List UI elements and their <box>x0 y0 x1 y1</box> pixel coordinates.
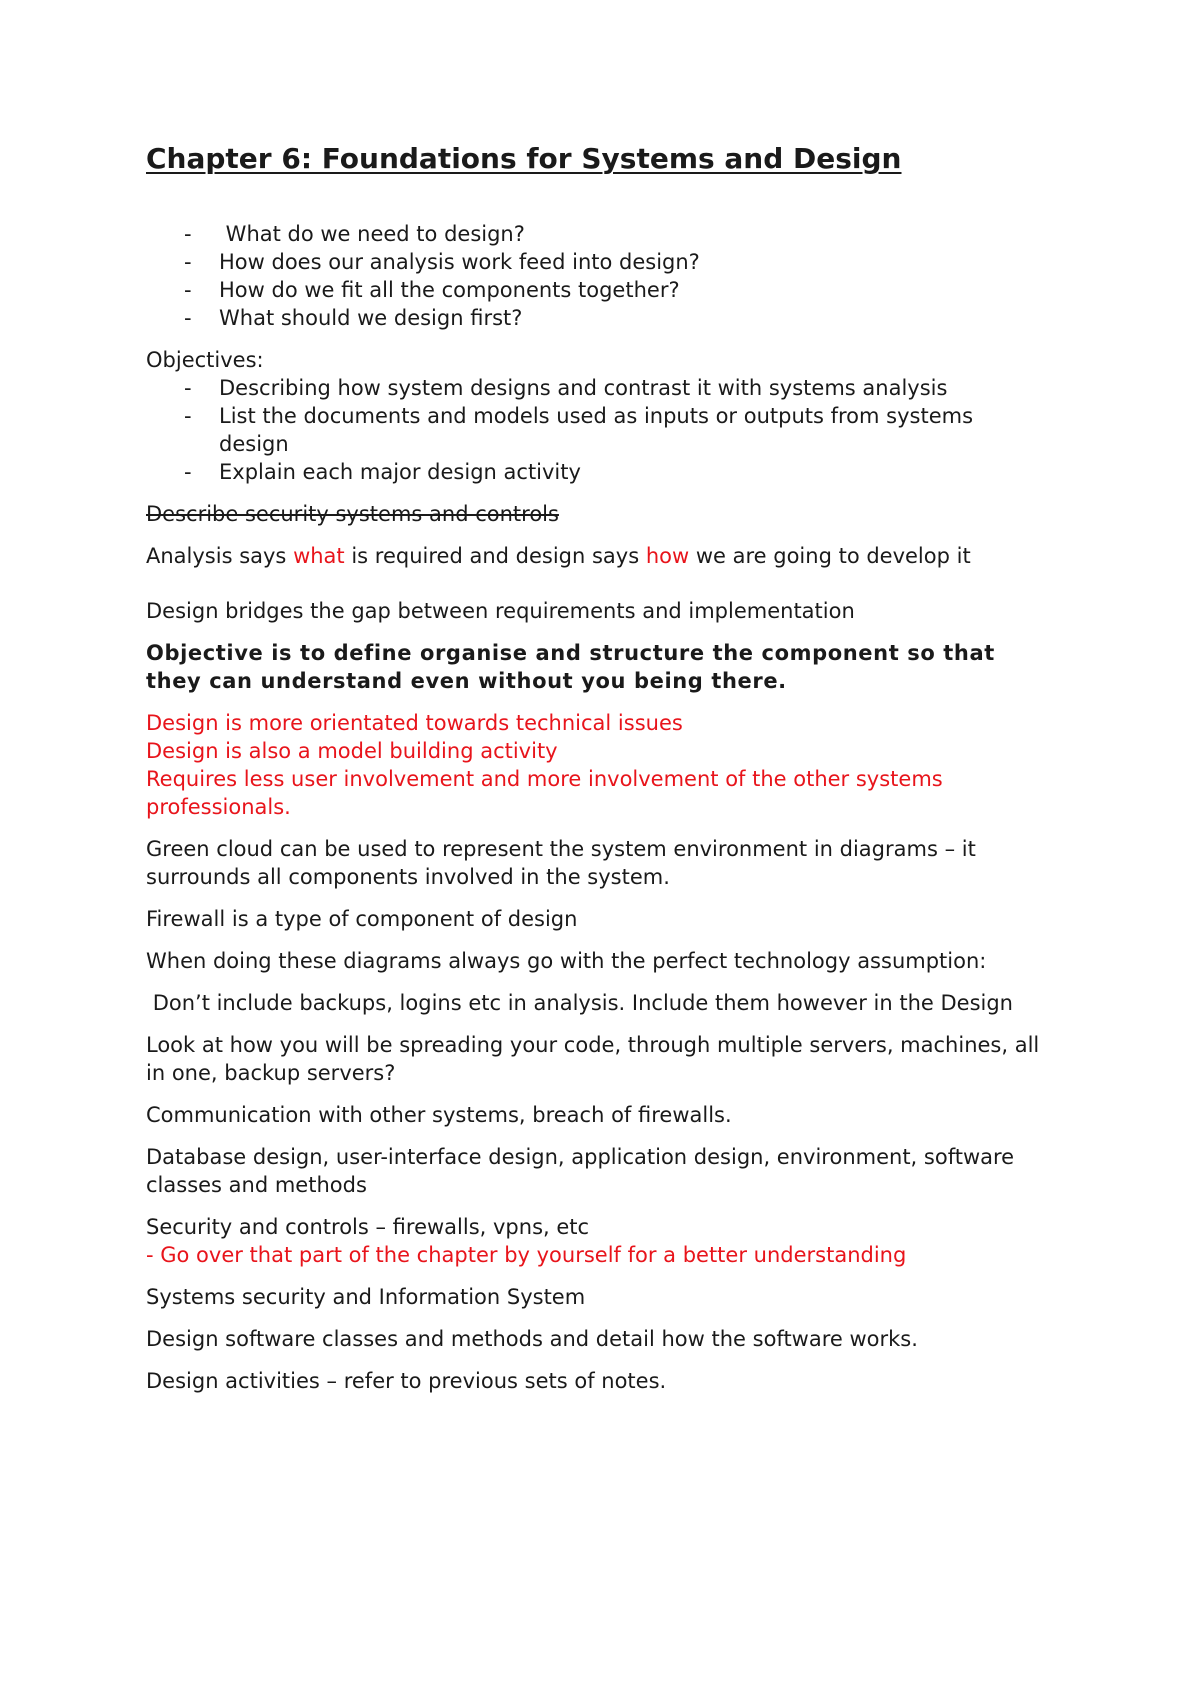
red-note-line: Design is more orientated towards technical issues <box>146 711 683 735</box>
perfect-technology-line: When doing these diagrams always go with the perfect technology assumption: <box>146 949 987 973</box>
objectives-label: Objectives: <box>146 348 264 372</box>
dash-bullet: - <box>184 306 192 330</box>
database-design-paragraph: Database design, user-interface design, application design, environment, software classes and methods <box>146 1145 1015 1197</box>
struck-through-line: Describe security systems and controls <box>146 502 559 526</box>
list-item <box>146 458 1046 486</box>
dash-bullet: - <box>184 278 192 302</box>
spreading-code-paragraph: Look at how you will be spreading your code, through multiple servers, machines, all in one, backup servers? <box>146 1033 1040 1085</box>
text-segment: we are going to develop it <box>689 544 971 568</box>
security-line: Security and controls – firewalls, vpns, etc <box>146 1215 590 1239</box>
list-item-text: Explain each major design activity <box>219 460 581 484</box>
text-segment: is required and design says <box>344 544 646 568</box>
dash-bullet: - <box>184 250 192 274</box>
objective-bold-paragraph: Objective is to define organise and structure the component so that they can understand even without you being there. <box>146 641 995 693</box>
systems-security-line: Systems security and Information System <box>146 1285 586 1309</box>
backups-paragraph: Don’t include backups, logins etc in analysis. Include them however in the Design <box>146 991 1013 1015</box>
red-notes-block <box>146 709 1046 821</box>
red-note-line: Requires less user involvement and more involvement of the other systems professionals. <box>146 767 943 819</box>
firewall-line: Firewall is a type of component of design <box>146 907 578 931</box>
dash-bullet: - <box>184 460 192 484</box>
list-item <box>146 304 1046 332</box>
list-item <box>146 402 1046 458</box>
list-item <box>146 220 1046 248</box>
security-note: - Go over that part of the chapter by yourself for a better understanding <box>146 1243 907 1267</box>
questions-list <box>146 220 1046 332</box>
dash-bullet: - <box>184 376 192 400</box>
design-bridges-line: Design bridges the gap between requirements and implementation <box>146 599 855 623</box>
list-item-text: List the documents and models used as inputs or outputs from systems design <box>219 404 974 456</box>
document-page <box>146 142 1046 1395</box>
highlight-what: what <box>293 544 345 568</box>
design-activities-line: Design activities – refer to previous sets of notes. <box>146 1369 667 1393</box>
analysis-vs-design-line <box>146 542 1046 570</box>
software-classes-line: Design software classes and methods and detail how the software works. <box>146 1327 918 1351</box>
page-title: Chapter 6: Foundations for Systems and Design <box>146 142 902 175</box>
communication-line: Communication with other systems, breach of firewalls. <box>146 1103 732 1127</box>
objectives-list <box>146 374 1046 486</box>
list-item <box>146 374 1046 402</box>
list-item <box>146 276 1046 304</box>
red-note-line: Design is also a model building activity <box>146 739 558 763</box>
dash-bullet: - <box>184 222 192 246</box>
highlight-how: how <box>645 544 690 568</box>
text-segment: Analysis says <box>146 544 294 568</box>
list-item-text: Describing how system designs and contrast it with systems analysis <box>219 376 948 400</box>
security-block <box>146 1213 1046 1269</box>
list-item-text: What do we need to design? <box>219 222 525 246</box>
green-cloud-paragraph: Green cloud can be used to represent the system environment in diagrams – it surrounds all components involved in the system. <box>146 837 976 889</box>
dash-bullet: - <box>184 404 192 428</box>
list-item-text: How do we fit all the components together? <box>219 278 680 302</box>
list-item <box>146 248 1046 276</box>
list-item-text: What should we design first? <box>219 306 523 330</box>
list-item-text: How does our analysis work feed into design? <box>219 250 700 274</box>
